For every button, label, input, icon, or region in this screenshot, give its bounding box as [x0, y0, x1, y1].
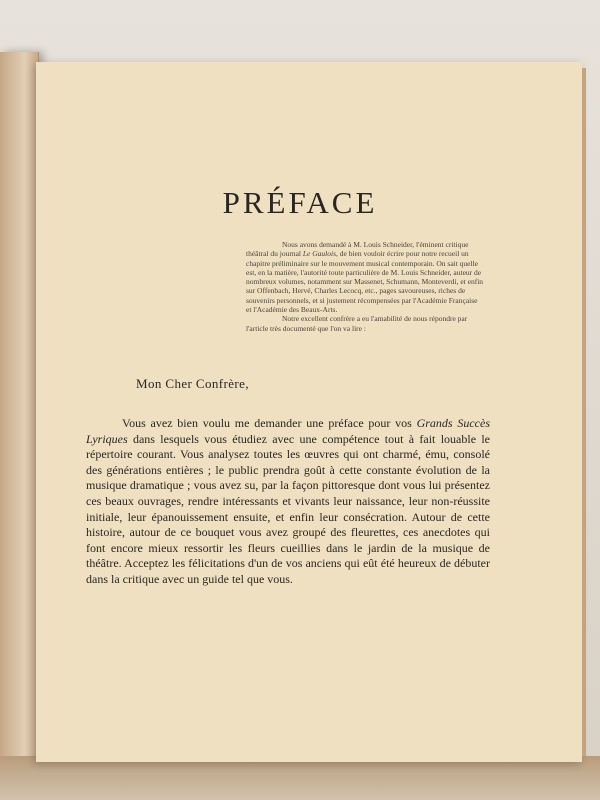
- salutation: Mon Cher Confrère,: [136, 376, 249, 391]
- book-title: Grands Succès Lyriques: [86, 416, 490, 446]
- editor-note-text: Nous avons demandé à M. Louis Schneider, l'éminent critique théâtral du journal: [246, 240, 469, 259]
- book-bottom-shadow: [0, 756, 600, 800]
- letter-text-start: Vous avez bien voulu me demander une préface pour vos: [122, 416, 417, 430]
- letter-text-cont: dans lesquels vous étudiez avec une compétence tout à fait louable le répertoire courant. Vous analysez toutes les œuvres qui ont charmé, ému, consolé des générations entières ; le public prendra goût à cette constante évolution de la musique dramatique ; vous avez su, par la façon pittoresque dont vous lui présentez ces beaux ouvrages, rendre intéressants et vivants leur naissance, leur non-réussite initiale, leur épanouissement ensuite, et enfin leur consécration. Autour de cette histoire, autour de ce bouquet vous avez groupé des fleurettes, ces anecdotes qui font encore mieux ressortir les fleurs cueillies dans le jardin de la musique de théâtre. Acceptez les félicitations d'un de vos anciens qui eût été heureux de débuter dans la critique avec un guide tel que vous.: [86, 431, 490, 586]
- editor-note-paragraph-1: [246, 240, 484, 314]
- left-page-edge: [0, 52, 39, 758]
- editor-note-text-cont: , de bien vouloir écrire pour notre recueil un chapitre préliminaire sur le mouvement musical contemporain. On sait quelle est, en la matière, l'autorité toute particulière de M. Louis Schneider, auteur de nombreux volumes, notamment sur Massenet, Schumann, Monteverdi, et enfin sur Offenbach, Hervé, Charles Lecocq, etc., pages savoureuses, riches de souvenirs personnels, et si justement récompensées par l'Académie Française et l'Académie des Beaux-Arts.: [246, 249, 484, 315]
- page-title: PRÉFACE: [222, 185, 378, 220]
- editor-note-paragraph-2: Notre excellent confrère a eu l'amabilité de nous répondre par l'article très documenté que l'on va lire :: [246, 314, 468, 333]
- book-page: [36, 62, 582, 762]
- editor-note: [246, 240, 484, 333]
- letter-paragraph: [86, 416, 490, 588]
- newspaper-name: Le Gaulois: [302, 249, 336, 259]
